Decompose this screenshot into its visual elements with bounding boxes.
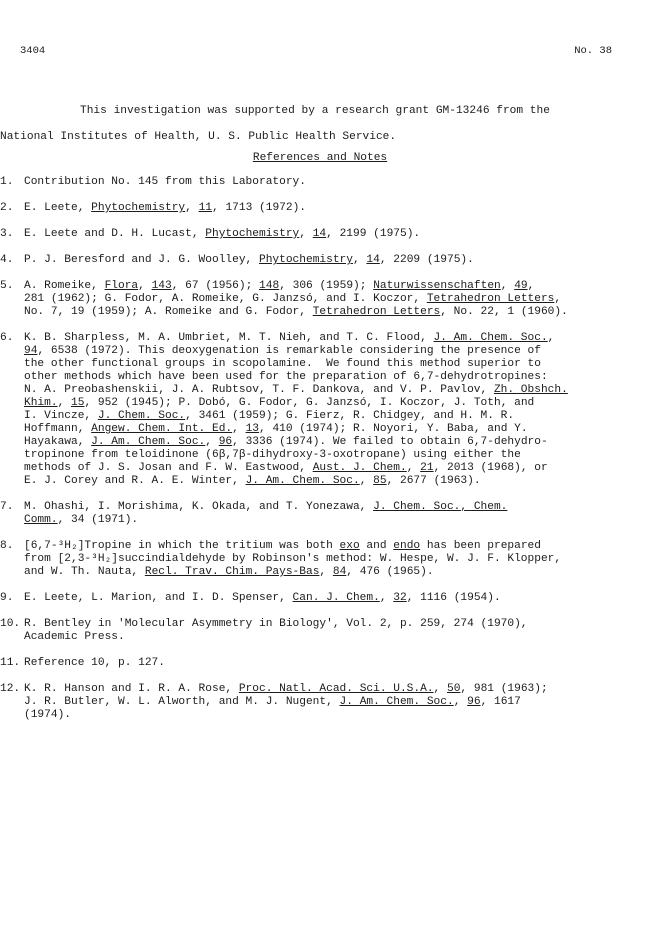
- reference-fragment: ,: [406, 462, 421, 474]
- reference-text: [24, 683, 650, 722]
- reference-source: 85: [373, 475, 387, 487]
- reference-fragment: , 3461 (1959); G. Fierz, R. Chidgey, and H. M. R. Hoffmann,: [24, 410, 515, 435]
- reference-source: Recl. Trav. Chim. Pays-Bas: [144, 566, 320, 578]
- reference-fragment: , 2677 (1963).: [386, 475, 481, 487]
- reference-fragment: , 2013 (1968), or E. J. Corey and R. A. E. Winter,: [24, 462, 548, 487]
- reference-text: [24, 254, 650, 267]
- reference-number: 11.: [0, 657, 21, 669]
- reference-number: 8.: [0, 540, 14, 552]
- reference-fragment: ,: [205, 436, 219, 448]
- reference-fragment: , 981 (1963); J. R. Butler, W. L. Alworth, and M. J. Nugent,: [24, 683, 548, 708]
- reference-source: Tetrahedron Letters: [426, 293, 555, 305]
- reference-fragment: A. Romeike,: [24, 280, 105, 292]
- reference-source: J. Am. Chem. Soc.: [91, 436, 206, 448]
- reference-source: 96: [467, 696, 481, 708]
- reference-item: [0, 254, 650, 267]
- reference-source: Naturwissenschaften: [373, 280, 501, 292]
- reference-fragment: ,: [453, 696, 468, 708]
- reference-fragment: , 2209 (1975).: [379, 254, 474, 266]
- issue-number: No. 38: [574, 45, 612, 57]
- reference-source: exo: [339, 540, 360, 552]
- reference-fragment: , 2199 (1975).: [326, 228, 421, 240]
- reference-fragment: ,: [138, 280, 152, 292]
- reference-source: 11: [198, 202, 213, 214]
- reference-fragment: M. Ohashi, I. Morishima, K. Okada, and T. Yonezawa,: [24, 501, 374, 513]
- reference-fragment: R. Bentley in 'Molecular Asymmetry in Biology', Vol. 2, p. 259, 274 (1970), Academic Press.: [24, 618, 528, 643]
- reference-fragment: , 67 (1956);: [171, 280, 260, 292]
- reference-text: [24, 618, 650, 644]
- reference-source: 148: [259, 280, 280, 292]
- reference-fragment: , 1617 (1974).: [24, 696, 521, 721]
- reference-fragment: has been prepared from [2,3-³H₂]succindialdehyde by Robinson's method: W. Hespe, W. J. F. Klopper, and W. Th. Nauta,: [24, 540, 562, 578]
- reference-fragment: K. R. Hanson and I. R. A. Rose,: [24, 683, 239, 695]
- reference-fragment: ,: [352, 254, 367, 266]
- reference-fragment: K. B. Sharpless, M. A. Umbriet, M. T. Nieh, and T. C. Flood,: [24, 332, 434, 344]
- reference-number: 10.: [0, 618, 21, 630]
- reference-item: [0, 202, 650, 215]
- references-heading: References and Notes: [252, 152, 388, 164]
- reference-source: 14: [312, 228, 327, 240]
- reference-fragment: , 3336 (1974). We failed to obtain 6,7-dehydro- tropinone from teloidinone (6β,7β-dihydroxy-3-oxotropane) using either the methods of J. S. Josan and F. W. Eastwood,: [24, 436, 548, 474]
- reference-fragment: , 281 (1962); G. Fodor, A. Romeike, G. Janzsó, and I. Koczor,: [24, 280, 535, 305]
- reference-fragment: E. Leete,: [24, 202, 92, 214]
- reference-source: J. Am. Chem. Soc.: [339, 696, 454, 708]
- reference-source: Can. J. Chem.: [292, 592, 380, 604]
- reference-source: J. Am. Chem. Soc.: [433, 332, 548, 344]
- reference-source: Phytochemistry: [205, 228, 300, 240]
- reference-fragment: ,: [547, 332, 555, 344]
- reference-fragment: , 6538 (1972). This deoxygenation is remarkable considering the presence of the other functional groups in scopolamine. We found this method superior to other methods which have been used for the preparation of 6,7-dehydrotropines: N. A. Preobashenskii, J. A. Rubtsov, T. F. Dankova, and V. P. Pavlov,: [24, 345, 548, 396]
- reference-fragment: , No. 7, 19 (1959); A. Romeike and G. Fodor,: [24, 293, 562, 318]
- reference-item: [0, 332, 650, 488]
- reference-fragment: Contribution No. 145 from this Laboratory.: [24, 176, 306, 188]
- reference-source: 143: [151, 280, 172, 292]
- reference-number: 9.: [0, 592, 14, 604]
- reference-item: [0, 657, 650, 670]
- reference-source: 49: [514, 280, 528, 292]
- reference-number: 4.: [0, 254, 14, 266]
- reference-text: [24, 202, 650, 215]
- reference-fragment: ,: [299, 228, 313, 240]
- reference-text: [24, 592, 650, 605]
- acknowledgement-line: National Institutes of Health, U. S. Public Health Service.: [0, 131, 397, 143]
- reference-source: 14: [366, 254, 380, 266]
- reference-item: [0, 540, 650, 579]
- reference-source: 84: [332, 566, 347, 578]
- reference-number: 12.: [0, 683, 21, 695]
- reference-item: [0, 618, 650, 644]
- reference-source: 94: [24, 345, 38, 357]
- reference-source: 96: [218, 436, 233, 448]
- reference-fragment: , 306 (1959);: [279, 280, 374, 292]
- reference-fragment: Reference 10, p. 127.: [24, 657, 165, 669]
- reference-item: [0, 280, 650, 319]
- reference-source: 13: [245, 423, 260, 435]
- acknowledgement-line: This investigation was supported by a research grant GM-13246 from the: [80, 105, 550, 117]
- reference-fragment: , 476 (1965).: [346, 566, 434, 578]
- reference-number: 3.: [0, 228, 14, 240]
- reference-source: Angew. Chem. Int. Ed.: [91, 423, 233, 435]
- reference-fragment: ,: [319, 566, 333, 578]
- reference-item: [0, 683, 650, 722]
- reference-source: 21: [420, 462, 434, 474]
- reference-number: 7.: [0, 501, 14, 513]
- reference-source: Proc. Natl. Acad. Sci. U.S.A.: [238, 683, 434, 695]
- reference-text: [24, 228, 650, 241]
- reference-number: 1.: [0, 176, 14, 188]
- reference-text: [24, 540, 650, 579]
- reference-list: [0, 176, 650, 735]
- reference-source: Aust. J. Chem.: [312, 462, 407, 474]
- reference-text: [24, 280, 650, 319]
- reference-source: J. Chem. Soc., Chem.: [373, 501, 508, 513]
- reference-source: Tetrahedron Letters: [312, 306, 441, 318]
- reference-source: Phytochemistry: [91, 202, 186, 214]
- reference-fragment: ,: [232, 423, 246, 435]
- reference-item: [0, 592, 650, 605]
- reference-fragment: ,: [500, 280, 515, 292]
- reference-fragment: ,: [57, 397, 72, 409]
- reference-fragment: E. Leete and D. H. Lucast,: [24, 228, 206, 240]
- reference-text: [24, 176, 650, 189]
- reference-fragment: and: [359, 540, 394, 552]
- reference-source: endo: [393, 540, 421, 552]
- reference-fragment: ,: [359, 475, 374, 487]
- acknowledgement: [0, 105, 640, 144]
- reference-source: Phytochemistry: [258, 254, 353, 266]
- reference-item: [0, 501, 650, 527]
- reference-fragment: , 410 (1974); R. Noyori, Y. Baba, and Y. Hayakawa,: [24, 423, 528, 448]
- reference-text: [24, 657, 650, 670]
- reference-fragment: E. Leete, L. Marion, and I. D. Spenser,: [24, 592, 293, 604]
- reference-fragment: , 1713 (1972).: [212, 202, 307, 214]
- reference-fragment: ,: [433, 683, 447, 695]
- reference-source: 32: [393, 592, 407, 604]
- reference-fragment: ,: [379, 592, 394, 604]
- reference-text: [24, 332, 650, 488]
- reference-source: Flora: [104, 280, 139, 292]
- reference-number: 2.: [0, 202, 14, 214]
- reference-number: 5.: [0, 280, 14, 292]
- reference-fragment: , 34 (1971).: [57, 514, 139, 526]
- reference-number: 6.: [0, 332, 14, 344]
- reference-item: [0, 176, 650, 189]
- page-number: 3404: [20, 45, 46, 57]
- reference-fragment: [6,7-³H₂]Tropine in which the tritium was both: [24, 540, 340, 552]
- reference-source: Comm.: [24, 514, 58, 526]
- reference-source: J. Am. Chem. Soc.: [245, 475, 360, 487]
- reference-fragment: , No. 22, 1 (1960).: [440, 306, 568, 318]
- reference-source: Zh. Obshch.: [493, 384, 568, 396]
- reference-item: [0, 228, 650, 241]
- reference-fragment: , 1116 (1954).: [406, 592, 501, 604]
- reference-source: J. Chem. Soc.: [97, 410, 186, 422]
- reference-fragment: ,: [185, 202, 199, 214]
- reference-fragment: , 952 (1945); P. Dobó, G. Fodor, G. Janzsó, I. Koczor, J. Toth, and I. Vincze,: [24, 397, 535, 422]
- reference-source: 15: [71, 397, 85, 409]
- reference-text: [24, 501, 650, 527]
- reference-fragment: P. J. Beresford and J. G. Woolley,: [24, 254, 259, 266]
- reference-source: 50: [446, 683, 461, 695]
- reference-source: Khim.: [24, 397, 58, 409]
